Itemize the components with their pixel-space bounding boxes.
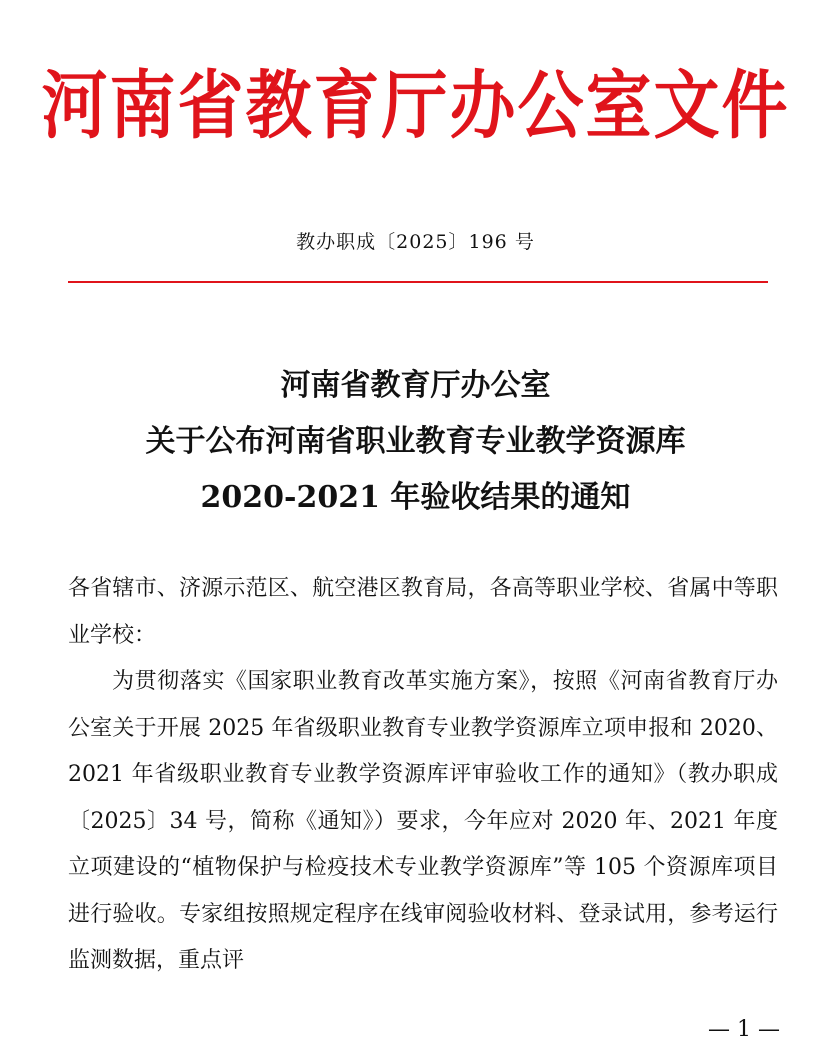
title-line-1: 河南省教育厅办公室 bbox=[280, 368, 551, 403]
title-line-2: 关于公布河南省职业教育专业教学资源库 bbox=[145, 424, 686, 459]
salutation: 各省辖市、济源示范区、航空港区教育局，各高等职业学校、省属中等职业学校： bbox=[68, 576, 778, 648]
masthead-title: 河南省教育厅办公室文件 bbox=[41, 61, 790, 149]
red-divider-line bbox=[68, 281, 768, 283]
document-number: 教办职成〔2025〕196 号 bbox=[296, 231, 535, 253]
body-paragraph: 为贯彻落实《国家职业教育改革实施方案》，按照《河南省教育厅办公室关于开展 2025 年省级职业教育专业教学资源库立项申报和 2020、2021 年省级职业教育专业教学资源库评审验收工作的通知》（教办职成〔2025〕34 号，简称《通知》）要求，今年应对 2020 年、2021 年度立项建设的“植物保护与检疫技术专业教学资源库”等 105 个资源库项目进行验收。专家组按照规定程序在线审阅验收材料、登录试用，参考运行监测数据，重点评 bbox=[68, 669, 778, 973]
title-line-3: 2020-2021 年验收结果的通知 bbox=[200, 480, 631, 515]
page-number: — 1 — bbox=[708, 1017, 780, 1042]
notice-title bbox=[0, 358, 831, 526]
notice-body bbox=[68, 566, 778, 985]
